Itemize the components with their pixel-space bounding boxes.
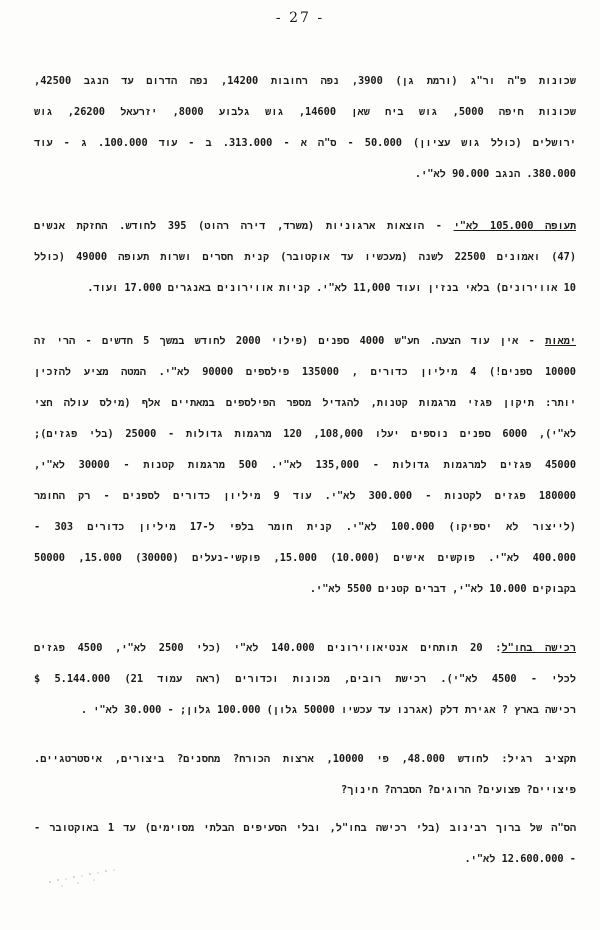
section-heading: רכישה בחו"ל	[501, 642, 576, 654]
text-line: (לייצור לא יספיקו) 100.000 לא"י. קנית חומר בלפי ל-17 מיליון כדורים 303 -	[34, 521, 576, 533]
text-line: שכונות חיפה 5000, גוש ביח שאן 14600, גוש גלבוע 8000, יזרעאל 26200, גוש	[34, 106, 576, 118]
text-line: הס"ה של ברוך רבינוב (בלי רכישה בחו"ל, ובלי הסעיפים הבלתי מסוימים) עד 1 באוקטובר -	[34, 822, 576, 834]
section-heading: ימאות	[545, 335, 576, 347]
paragraph-neighborhoods	[34, 66, 576, 190]
text-line: 400.000 לא"י. פוקשים אישים (10.000) 15.000, פוקשי-נעלים (30000) 15.000, 50000	[34, 552, 576, 564]
text-line: 10 אווירונים) בלאי בנזין ועוד 11,000 לא"י. קניות אווירונים באנגרים 17.000 ועוד.	[87, 282, 576, 294]
text-line: 10000 ספנים!) 4 מיליון כדורים , 135000 פילספים 90000 לא"י. המטה מציע להזכין	[34, 366, 576, 378]
line-text: - אין עוד הצעה. חע"ש 4000 ספנים (פילוי 2000 לחודש במשך 5 חדשים - הרי זה	[34, 335, 546, 347]
text-line	[34, 326, 576, 357]
text-line: שכונות פ"ה ור"ג (ורמת גן) 3900, נפה רחובות 14200, נפה הדרום עד הנגב 42500,	[34, 75, 576, 87]
text-line: 180000 פגזים לקטנות - 300.000 לא"י. עוד 9 מיליון כדורים לספנים - רק החומר	[34, 490, 576, 502]
text-line: לא"י), 6000 ספנים נוספים יעלו 108,000, 120 מרגמות גדולות - 25000 (בלי פגזים);	[34, 428, 576, 440]
paragraph-abroad	[34, 633, 576, 726]
text-line: רכישה בארץ ? אגירת דלק (אגרנו עד עכשיו 50000 גלון) 100.000 גלון; - 30.000 לא"י .	[80, 704, 576, 716]
text-line: 380.000. הנגב 90.000 לא"י.	[414, 168, 576, 180]
paragraph-navy	[34, 326, 576, 605]
text-line: בקבוקים 10.000 לא"י, דברים קטנים 5500 לא"י.	[309, 583, 576, 595]
text-line: לכלי - 4500 לא"י). רכישת רובים, מכונות וכדורים (ראה עמוד 21) 5.144.000 $	[34, 673, 576, 685]
faint-stamp-mark	[40, 862, 130, 892]
line-text: - הוצאות ארגוניות (משרד, דירה רהוט) 395 לחודש. החזקת אנשים	[34, 220, 454, 232]
line-text: : 20 תותחים אנטיאווירונים 140.000 לא"י (כלי 2500 לא"י, 4500 פגזים	[34, 642, 502, 654]
text-line	[34, 211, 576, 242]
text-line: פיצויים? פצועים? הרוגים? הסברה? חינוך?	[341, 784, 576, 796]
paragraph-aviation	[34, 211, 576, 304]
text-line: - 12.600.000 לא"י.	[464, 853, 576, 865]
text-line	[34, 633, 576, 664]
text-line: 45000 פגזים למרגמות גדולות - 135,000 לא"י. 500 מרגמות קטנות - 30000 לא"י,	[34, 459, 576, 471]
page-number: - 27 -	[275, 10, 325, 26]
section-heading: תעופה 105.000 לא"י	[453, 220, 576, 232]
text-line: תקציב רגיל: לחודש 48.000, פי 10000, ארצות הכורח? מחסנים? ביצורים, איסטרטגיים.	[34, 753, 576, 765]
paragraph-budget	[34, 744, 576, 806]
text-line: יותר: תיקון פגזי מרגמות קטנות, להגדיל מספר הפילספים במאתיים אלף (מילס עולה חצי	[34, 397, 576, 409]
text-line: ירושלים (כולל גוש עציון) 50.000 - ס"ה א - 313.000. ב - עוד 100.000. ג - עוד	[34, 137, 576, 149]
text-line: (47) ואמונים 22500 לשנה (מעכשיו עד אוקטובר) קנית חסרים ושרות תעופה 49000 (כולל	[34, 251, 576, 263]
